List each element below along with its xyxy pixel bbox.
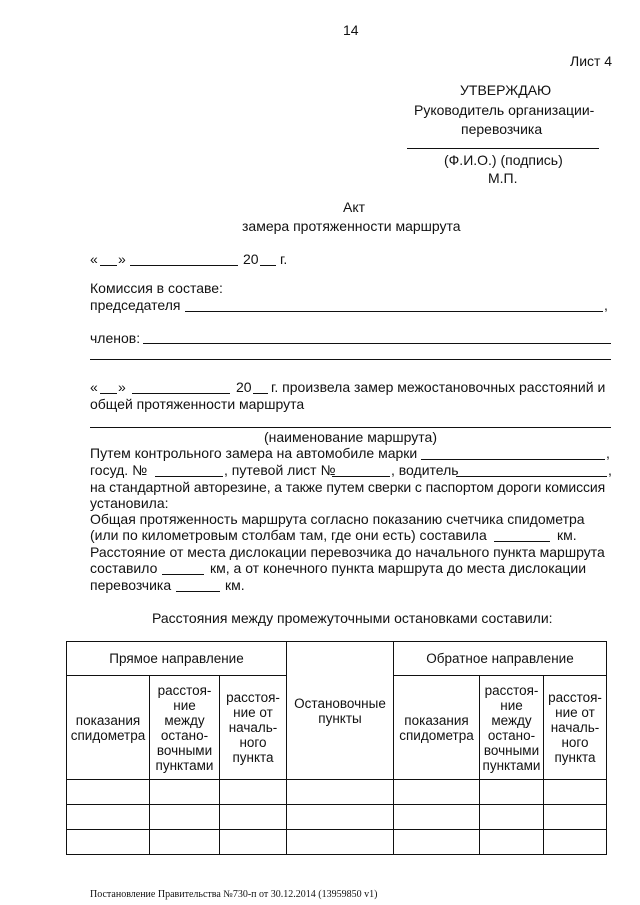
measure-year-prefix: 20	[236, 379, 252, 395]
table-cell[interactable]	[287, 830, 394, 855]
measure-quote-close: »	[118, 379, 126, 395]
direct-speedometer-header: показания спидометра	[67, 676, 150, 780]
date-year-prefix: 20	[243, 251, 259, 267]
measure-line1: г. произвела замер межостановочных расстояний и	[271, 379, 606, 395]
table-cell[interactable]	[287, 780, 394, 805]
signature-line[interactable]	[407, 148, 599, 149]
table-row	[67, 805, 607, 830]
measure-day-field[interactable]	[100, 393, 117, 394]
date-quote-close: »	[118, 251, 126, 267]
waybill-field[interactable]	[332, 476, 390, 477]
signature-caption: (Ф.И.О.) (подпись)	[444, 152, 563, 168]
table-cell[interactable]	[287, 805, 394, 830]
reverse-between-stops-header: расстоя- ние между остано- вочными пунктами	[480, 676, 544, 780]
chair-label: председателя	[90, 297, 181, 313]
driver-field[interactable]	[456, 476, 607, 477]
table-cell[interactable]	[544, 805, 607, 830]
date-day-field[interactable]	[100, 265, 117, 266]
sheet-label: Лист 4	[570, 53, 613, 69]
table-row	[67, 780, 607, 805]
direct-direction-header: Прямое направление	[67, 642, 287, 676]
distance-line2-rest: км, а от конечного пункта маршрута до места дислокации	[210, 560, 587, 576]
date-year-suffix: г.	[280, 251, 288, 267]
members-field-1[interactable]	[143, 343, 611, 344]
table-cell[interactable]	[150, 780, 220, 805]
measure-month-field[interactable]	[132, 393, 230, 394]
document-subtitle: замера протяженности маршрута	[242, 218, 461, 234]
car-brand-end: ,	[606, 445, 610, 461]
table-cell[interactable]	[67, 805, 150, 830]
table-cell[interactable]	[220, 805, 287, 830]
distance-line2-label: составило	[90, 560, 158, 576]
table-cell[interactable]	[480, 830, 544, 855]
total-length-unit: км.	[557, 527, 577, 543]
footer-reference: Постановление Правительства №730-п от 30.12.2014 (13959850 v1)	[90, 889, 378, 900]
distance-line3-unit: км.	[225, 577, 245, 593]
car-brand-label: Путем контрольного замера на автомобиле марки	[90, 445, 418, 461]
table-cell[interactable]	[220, 830, 287, 855]
route-caption: (наименование маршрута)	[264, 429, 437, 445]
date-quote-open: «	[90, 251, 98, 267]
chair-field[interactable]	[185, 311, 603, 312]
driver-end: ,	[608, 462, 612, 478]
total-length-line1: Общая протяженность маршрута согласно показанию счетчика спидометра	[90, 511, 585, 527]
chair-end-comma: ,	[604, 297, 608, 313]
stamp-label: М.П.	[488, 170, 518, 186]
tires-text: на стандартной авторезине, а также путем сверки с паспортом дороги комиссия	[90, 479, 606, 495]
distances-table	[66, 641, 607, 855]
route-name-field[interactable]	[90, 427, 611, 428]
direct-from-start-header: расстоя- ние от началь- ного пункта	[220, 676, 287, 780]
approval-line1: Руководитель организации-	[414, 102, 595, 118]
table-cell[interactable]	[394, 805, 480, 830]
distance-from-end-field[interactable]	[176, 591, 220, 592]
measure-quote-open: «	[90, 379, 98, 395]
date-year-field[interactable]	[260, 265, 276, 266]
driver-label: , водитель	[391, 462, 459, 478]
plate-label: госуд. №	[90, 462, 148, 478]
measure-year-field[interactable]	[253, 393, 268, 394]
plate-field[interactable]	[155, 476, 223, 477]
reverse-speedometer-header: показания спидометра	[394, 676, 480, 780]
table-cell[interactable]	[67, 780, 150, 805]
table-cell[interactable]	[220, 780, 287, 805]
waybill-label: , путевой лист №	[224, 462, 336, 478]
members-field-2[interactable]	[90, 359, 611, 360]
established-text: установила:	[90, 495, 169, 511]
approval-title: УТВЕРЖДАЮ	[460, 82, 552, 98]
total-length-field[interactable]	[494, 541, 550, 542]
table-intro: Расстояния между промежуточными остановками составили:	[152, 610, 553, 626]
table-cell[interactable]	[150, 830, 220, 855]
page-number: 14	[343, 22, 359, 38]
distance-line1: Расстояние от места дислокации перевозчика до начального пункта маршрута	[90, 544, 605, 560]
table-cell[interactable]	[150, 805, 220, 830]
reverse-direction-header: Обратное направление	[394, 642, 607, 676]
reverse-from-start-header: расстоя- ние от началь- ного пункта	[544, 676, 607, 780]
date-month-field[interactable]	[130, 265, 238, 266]
members-label: членов:	[90, 330, 141, 346]
commission-intro: Комиссия в составе:	[90, 280, 223, 296]
table-cell[interactable]	[67, 830, 150, 855]
table-cell[interactable]	[394, 780, 480, 805]
total-length-line2: (или по километровым столбам там, где они есть) составила	[90, 527, 487, 543]
table-row	[67, 830, 607, 855]
direct-between-stops-header: расстоя- ние между остано- вочными пунктами	[150, 676, 220, 780]
approval-line2: перевозчика	[461, 121, 543, 137]
table-cell[interactable]	[480, 805, 544, 830]
table-cell[interactable]	[544, 780, 607, 805]
distance-to-start-field[interactable]	[162, 574, 204, 575]
measure-line2: общей протяженности маршрута	[90, 396, 305, 412]
table-cell[interactable]	[544, 830, 607, 855]
distance-line3-label: перевозчика	[90, 577, 172, 593]
car-brand-field[interactable]	[421, 459, 605, 460]
table-cell[interactable]	[394, 830, 480, 855]
document-title: Акт	[343, 199, 366, 215]
table-cell[interactable]	[480, 780, 544, 805]
stops-header: Остановочные пункты	[287, 642, 394, 780]
